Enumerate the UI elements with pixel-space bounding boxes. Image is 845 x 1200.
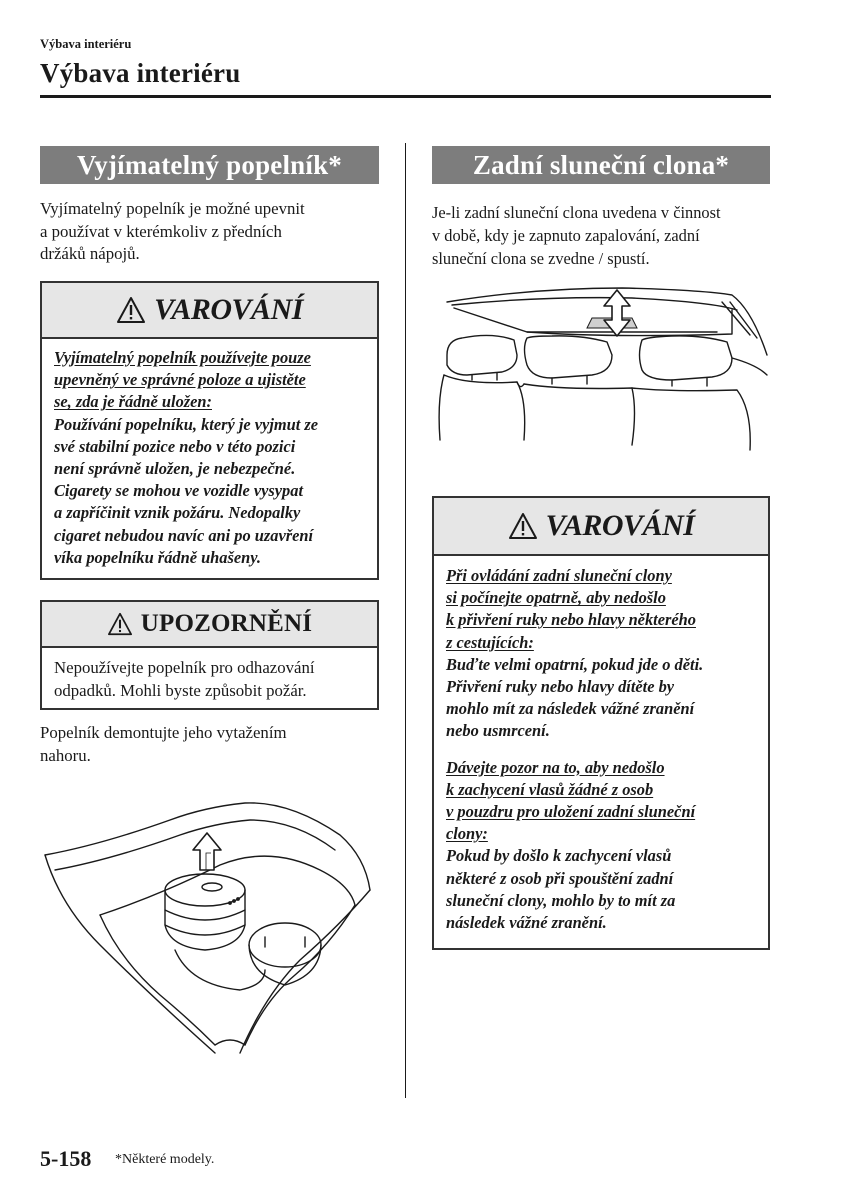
caution-header (42, 602, 377, 648)
ashtray-intro (40, 198, 385, 266)
warning-lead-line: k přivření ruky nebo hlavy některého (446, 610, 696, 630)
caution-text-line: Nepoužívejte popelník pro odhazování (54, 658, 315, 677)
warning-lead-line: v pouzdru pro uložení zadní sluneční (446, 802, 696, 822)
ashtray-caution-box (40, 600, 379, 710)
caution-title: UPOZORNĚNÍ (140, 610, 313, 637)
warning-body (434, 556, 768, 941)
warning-lead-line: se, zda je řádně uložen: (54, 392, 212, 412)
warning-lead-line: si počínejte opatrně, aby nedošlo (446, 588, 666, 608)
text-line: a používat v kterémkoliv z předních (40, 221, 282, 241)
warning-text-line: Cigarety se mohou ve vozidle vysypat (54, 481, 303, 501)
warning-lead-line: Dávejte pozor na to, aby nedošlo (446, 757, 665, 777)
breadcrumb: Výbava interiéru (40, 37, 132, 51)
warning-text-line: není správně uložen, je nebezpečné. (54, 459, 296, 479)
warning-lead-line: k zachycení vlasů žádné z osob (446, 779, 654, 799)
warning-text-line: a zapříčinit vznik požáru. Nedopalky (54, 503, 301, 523)
warning-text-line: sluneční clony, mohlo by to mít za (446, 890, 676, 910)
section-title-sunshade: Zadní sluneční clona* (432, 146, 770, 184)
warning-body (42, 339, 377, 576)
caution-body (42, 648, 377, 709)
ashtray-illustration (40, 795, 380, 1055)
page-number: 5-158 (40, 1146, 92, 1171)
section-title-ashtray: Vyjímatelný popelník* (40, 146, 379, 184)
text-line: držáků nápojů. (40, 244, 140, 264)
warning-header (434, 498, 768, 556)
warning-text-line: cigaret nebudou navíc ani po uzavření (54, 525, 314, 545)
warning-title: VAROVÁNÍ (154, 293, 303, 326)
warning-text-line: nebo usmrcení. (446, 721, 550, 741)
warning-triangle-icon (116, 296, 146, 324)
warning-lead-line: upevněný ve správné poloze a ujistěte (54, 370, 306, 390)
text-line: Je-li zadní sluneční clona uvedena v činnost (432, 203, 721, 222)
text-line: sluneční clona se zvedne / spustí. (432, 249, 650, 268)
warning-header (42, 283, 377, 339)
footnote: *Některé modely. (115, 1152, 215, 1167)
warning-text-line: Používání popelníku, který je vyjmut ze (54, 414, 319, 434)
text-line: Vyjímatelný popelník je možné upevnit (40, 199, 305, 218)
warning-text-line: mohlo mít za následek vážné zranění (446, 699, 695, 719)
warning-triangle-icon (508, 512, 538, 540)
warning-text-line: své stabilní pozice nebo v této pozici (54, 436, 296, 456)
sunshade-warning-box (432, 496, 770, 950)
text-line: Popelník demontujte jeho vytažením (40, 723, 287, 742)
warning-title: VAROVÁNÍ (545, 509, 695, 542)
warning-text-line: Buďte velmi opatrní, pokud jde o děti. (446, 654, 704, 674)
sunshade-intro (432, 201, 777, 270)
warning-lead-line: Při ovládání zadní sluneční clony (446, 566, 672, 585)
warning-text-line: následek vážné zranění. (446, 913, 607, 933)
spacer (446, 743, 758, 757)
warning-text-line: víka popelníku řádně uhašeny. (54, 547, 262, 567)
warning-lead-line: Vyjímatelný popelník používejte pouze (54, 348, 311, 367)
caution-text-line: odpadků. Mohli byste způsobit požár. (54, 681, 307, 700)
text-line: v době, kdy je zapnuto zapalování, zadní (432, 226, 700, 245)
text-line: nahoru. (40, 745, 91, 765)
warning-triangle-icon (107, 612, 133, 636)
ashtray-removal-text (40, 722, 385, 767)
warning-lead-line: clony: (446, 824, 488, 844)
page-title: Výbava interiéru (40, 58, 241, 88)
warning-text-line: Přivření ruky nebo hlavy dítěte by (446, 677, 675, 697)
warning-text-line: některé z osob při spouštění zadní (446, 868, 674, 888)
column-divider (405, 143, 406, 1098)
warning-lead-line: z cestujících: (446, 632, 534, 652)
ashtray-warning-box (40, 281, 379, 580)
sunshade-illustration (432, 280, 772, 460)
title-rule (40, 95, 771, 98)
warning-text-line: Pokud by došlo k zachycení vlasů (446, 846, 672, 866)
